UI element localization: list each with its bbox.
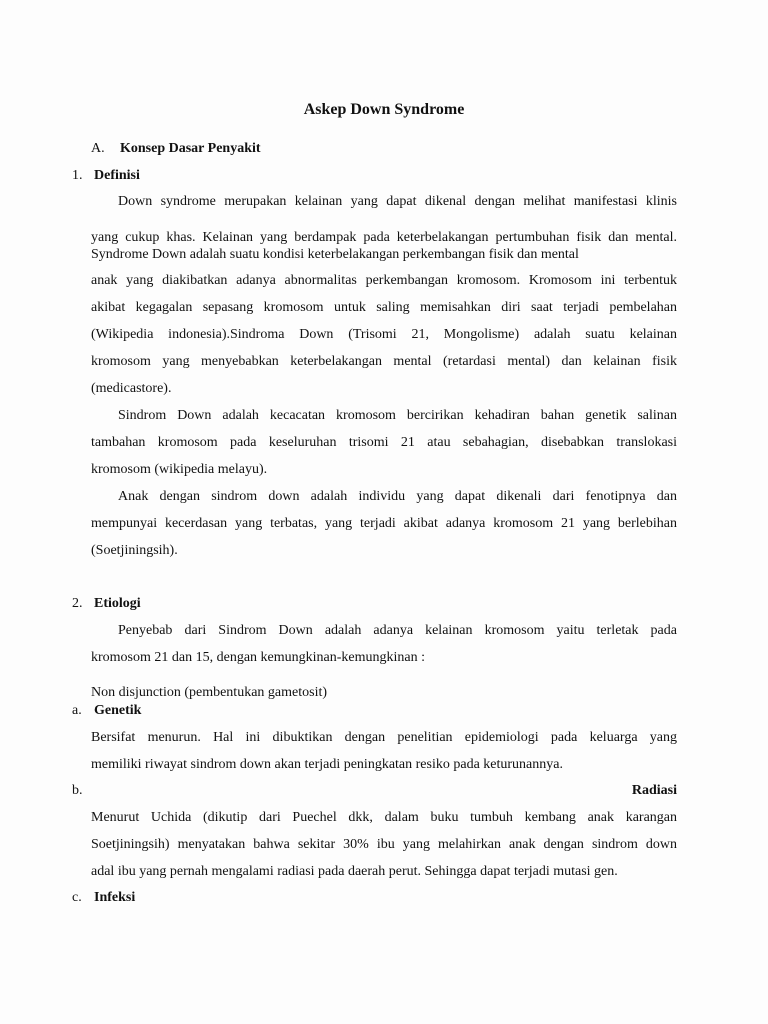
sub-a-heading: Genetik: [94, 703, 142, 718]
paragraph-line: (Wikipedia indonesia).Sindroma Down (Trisomi 21, Mongolisme) adalah suatu kelainan: [91, 327, 677, 342]
item2-marker: 2.: [72, 596, 83, 611]
paragraph-line: (medicastore).: [91, 381, 172, 396]
paragraph-line: yang cukup khas. Kelainan yang berdampak pada keterbelakangan pertumbuhan fisik dan mental. Syndrome Down adalah suatu kondisi keterbelakangan perkembangan fisik dan mental: [91, 230, 677, 262]
paragraph-line: Penyebab dari Sindrom Down adalah adanya kelainan kromosom yaitu terletak pada: [118, 623, 677, 638]
paragraph-line: adal ibu yang pernah mengalami radiasi pada daerah perut. Sehingga dapat terjadi mutasi gen.: [91, 864, 618, 879]
paragraph-line: akibat kegagalan sepasang kromosom untuk saling memisahkan diri saat terjadi pembelahan: [91, 300, 677, 315]
paragraph-line: Anak dengan sindrom down adalah individu yang dapat dikenali dari fenotipnya dan: [118, 489, 677, 504]
sub-a-marker: a.: [72, 703, 82, 718]
paragraph-line: Sindrom Down adalah kecacatan kromosom bercirikan kehadiran bahan genetik salinan: [118, 408, 677, 423]
paragraph-line: mempunyai kecerdasan yang terbatas, yang terjadi akibat adanya kromosom 21 yang berlebihan: [91, 516, 677, 531]
item2-heading: Etiologi: [94, 596, 141, 611]
sub-b-heading: Radiasi: [631, 783, 677, 798]
item1-heading: Definisi: [94, 168, 140, 183]
sub-b-marker: b.: [72, 783, 83, 798]
item1-marker: 1.: [72, 168, 83, 183]
paragraph-line: kromosom 21 dan 15, dengan kemungkinan-kemungkinan :: [91, 650, 425, 665]
paragraph-line: tambahan kromosom pada keseluruhan trisomi 21 atau sebahagian, disebabkan translokasi: [91, 435, 677, 450]
document-title: Askep Down Syndrome: [303, 101, 465, 118]
sub-c-marker: c.: [72, 890, 82, 905]
paragraph-line: Down syndrome merupakan kelainan yang dapat dikenal dengan melihat manifestasi klinis: [118, 194, 677, 209]
section-a-heading: Konsep Dasar Penyakit: [120, 141, 261, 156]
paragraph-line: Bersifat menurun. Hal ini dibuktikan dengan penelitian epidemiologi pada keluarga yang: [91, 730, 677, 745]
paragraph-line: Soetjiningsih) menyatakan bahwa sekitar 30% ibu yang melahirkan anak dengan sindrom down: [91, 837, 677, 852]
paragraph-line: Non disjunction (pembentukan gametosit): [91, 685, 328, 700]
paragraph-line: anak yang diakibatkan adanya abnormalitas perkembangan kromosom. Kromosom ini terbentuk: [91, 273, 677, 288]
paragraph-line: memiliki riwayat sindrom down akan terjadi peningkatan resiko pada keturunannya.: [91, 757, 563, 772]
paragraph-line: kromosom (wikipedia melayu).: [91, 462, 268, 477]
paragraph-line: (Soetjiningsih).: [91, 543, 178, 558]
paragraph-line: kromosom yang menyebabkan keterbelakangan mental (retardasi mental) dan kelainan fisik: [91, 354, 677, 369]
paragraph-line: Menurut Uchida (dikutip dari Puechel dkk, dalam buku tumbuh kembang anak karangan: [91, 810, 677, 825]
sub-c-heading: Infeksi: [94, 890, 136, 905]
section-a-marker: A.: [91, 141, 105, 156]
